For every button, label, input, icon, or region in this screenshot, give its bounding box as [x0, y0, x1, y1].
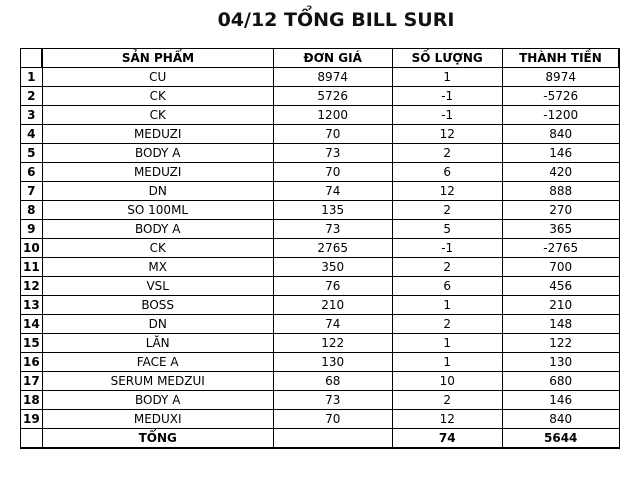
row-index: 3	[21, 106, 43, 125]
cell-unit-price: 210	[273, 296, 392, 315]
cell-unit-price: 74	[273, 182, 392, 201]
cell-unit-price: 68	[273, 372, 392, 391]
cell-product: MEDUZI	[42, 125, 273, 144]
row-index: 11	[21, 258, 43, 277]
cell-product: LĂN	[42, 334, 273, 353]
cell-amount: 840	[502, 125, 619, 144]
cell-product: MX	[42, 258, 273, 277]
row-index: 9	[21, 220, 43, 239]
cell-unit-price: 122	[273, 334, 392, 353]
total-amount: 5644	[502, 429, 619, 449]
cell-amount: 270	[502, 201, 619, 220]
table-row	[21, 125, 620, 144]
cell-quantity: -1	[392, 87, 502, 106]
table-row	[21, 220, 620, 239]
row-index: 10	[21, 239, 43, 258]
row-index: 5	[21, 144, 43, 163]
cell-amount: -2765	[502, 239, 619, 258]
cell-unit-price: 2765	[273, 239, 392, 258]
cell-amount: 8974	[502, 68, 619, 87]
cell-quantity: 2	[392, 201, 502, 220]
row-index: 12	[21, 277, 43, 296]
row-index: 2	[21, 87, 43, 106]
cell-product: FACE A	[42, 353, 273, 372]
cell-quantity: 1	[392, 353, 502, 372]
cell-quantity: 12	[392, 182, 502, 201]
cell-quantity: 12	[392, 125, 502, 144]
cell-unit-price: 1200	[273, 106, 392, 125]
cell-unit-price: 76	[273, 277, 392, 296]
table-row	[21, 296, 620, 315]
cell-product: CK	[42, 106, 273, 125]
cell-product: CK	[42, 239, 273, 258]
cell-unit-price: 350	[273, 258, 392, 277]
cell-amount: 700	[502, 258, 619, 277]
cell-quantity: -1	[392, 106, 502, 125]
column-header-amount: THÀNH TIỀN	[502, 49, 619, 68]
cell-product: BODY A	[42, 144, 273, 163]
cell-product: BODY A	[42, 391, 273, 410]
cell-amount: 680	[502, 372, 619, 391]
cell-amount: -5726	[502, 87, 619, 106]
cell-product: SERUM MEDZUI	[42, 372, 273, 391]
row-index: 18	[21, 391, 43, 410]
table-row	[21, 258, 620, 277]
corner-cell	[21, 49, 43, 68]
cell-quantity: 1	[392, 68, 502, 87]
cell-amount: 146	[502, 391, 619, 410]
table-row	[21, 68, 620, 87]
cell-unit-price: 74	[273, 315, 392, 334]
cell-unit-price: 5726	[273, 87, 392, 106]
table-row	[21, 87, 620, 106]
table-row	[21, 277, 620, 296]
cell-product: DN	[42, 182, 273, 201]
table-row	[21, 163, 620, 182]
cell-amount: 130	[502, 353, 619, 372]
row-index: 7	[21, 182, 43, 201]
cell-unit-price: 70	[273, 163, 392, 182]
column-header-quantity: SỐ LƯỢNG	[392, 49, 502, 68]
table-row	[21, 334, 620, 353]
total-row	[21, 429, 620, 449]
total-row-index-cell	[21, 429, 43, 449]
total-unit-price	[273, 429, 392, 449]
cell-quantity: 2	[392, 315, 502, 334]
cell-quantity: 6	[392, 277, 502, 296]
cell-product: VSL	[42, 277, 273, 296]
cell-product: MEDUZI	[42, 163, 273, 182]
row-index: 14	[21, 315, 43, 334]
cell-quantity: 1	[392, 296, 502, 315]
cell-quantity: 2	[392, 144, 502, 163]
cell-amount: 420	[502, 163, 619, 182]
cell-amount: 148	[502, 315, 619, 334]
cell-unit-price: 73	[273, 220, 392, 239]
table-row	[21, 391, 620, 410]
cell-quantity: 12	[392, 410, 502, 429]
row-index: 19	[21, 410, 43, 429]
header-row	[21, 49, 620, 68]
column-header-unit-price: ĐƠN GIÁ	[273, 49, 392, 68]
row-index: 6	[21, 163, 43, 182]
page-title: 04/12 TỔNG BILL SURI	[217, 9, 455, 31]
cell-quantity: 5	[392, 220, 502, 239]
cell-product: CU	[42, 68, 273, 87]
cell-unit-price: 70	[273, 125, 392, 144]
row-index: 16	[21, 353, 43, 372]
cell-unit-price: 130	[273, 353, 392, 372]
row-index: 15	[21, 334, 43, 353]
cell-product: DN	[42, 315, 273, 334]
cell-unit-price: 73	[273, 144, 392, 163]
cell-product: MEDUXI	[42, 410, 273, 429]
table-row	[21, 410, 620, 429]
cell-amount: 122	[502, 334, 619, 353]
cell-product: SO 100ML	[42, 201, 273, 220]
table-row	[21, 315, 620, 334]
cell-amount: 888	[502, 182, 619, 201]
cell-product: BODY A	[42, 220, 273, 239]
bill-table	[20, 48, 620, 449]
row-index: 8	[21, 201, 43, 220]
cell-unit-price: 8974	[273, 68, 392, 87]
cell-amount: 210	[502, 296, 619, 315]
cell-unit-price: 70	[273, 410, 392, 429]
cell-quantity: 6	[392, 163, 502, 182]
table-row	[21, 353, 620, 372]
table-row	[21, 182, 620, 201]
row-index: 4	[21, 125, 43, 144]
table-row	[21, 372, 620, 391]
table-row	[21, 201, 620, 220]
cell-amount: -1200	[502, 106, 619, 125]
cell-quantity: 10	[392, 372, 502, 391]
cell-unit-price: 135	[273, 201, 392, 220]
total-quantity: 74	[392, 429, 502, 449]
row-index: 1	[21, 68, 43, 87]
cell-amount: 456	[502, 277, 619, 296]
cell-amount: 365	[502, 220, 619, 239]
cell-amount: 840	[502, 410, 619, 429]
cell-unit-price: 73	[273, 391, 392, 410]
cell-product: CK	[42, 87, 273, 106]
table-row	[21, 106, 620, 125]
table-row	[21, 239, 620, 258]
cell-product: BOSS	[42, 296, 273, 315]
cell-quantity: 2	[392, 258, 502, 277]
table-row	[21, 144, 620, 163]
cell-quantity: 1	[392, 334, 502, 353]
row-index: 17	[21, 372, 43, 391]
row-index: 13	[21, 296, 43, 315]
total-label: TỔNG	[42, 429, 273, 449]
cell-quantity: -1	[392, 239, 502, 258]
cell-quantity: 2	[392, 391, 502, 410]
column-header-product: SẢN PHẨM	[42, 49, 273, 68]
cell-amount: 146	[502, 144, 619, 163]
